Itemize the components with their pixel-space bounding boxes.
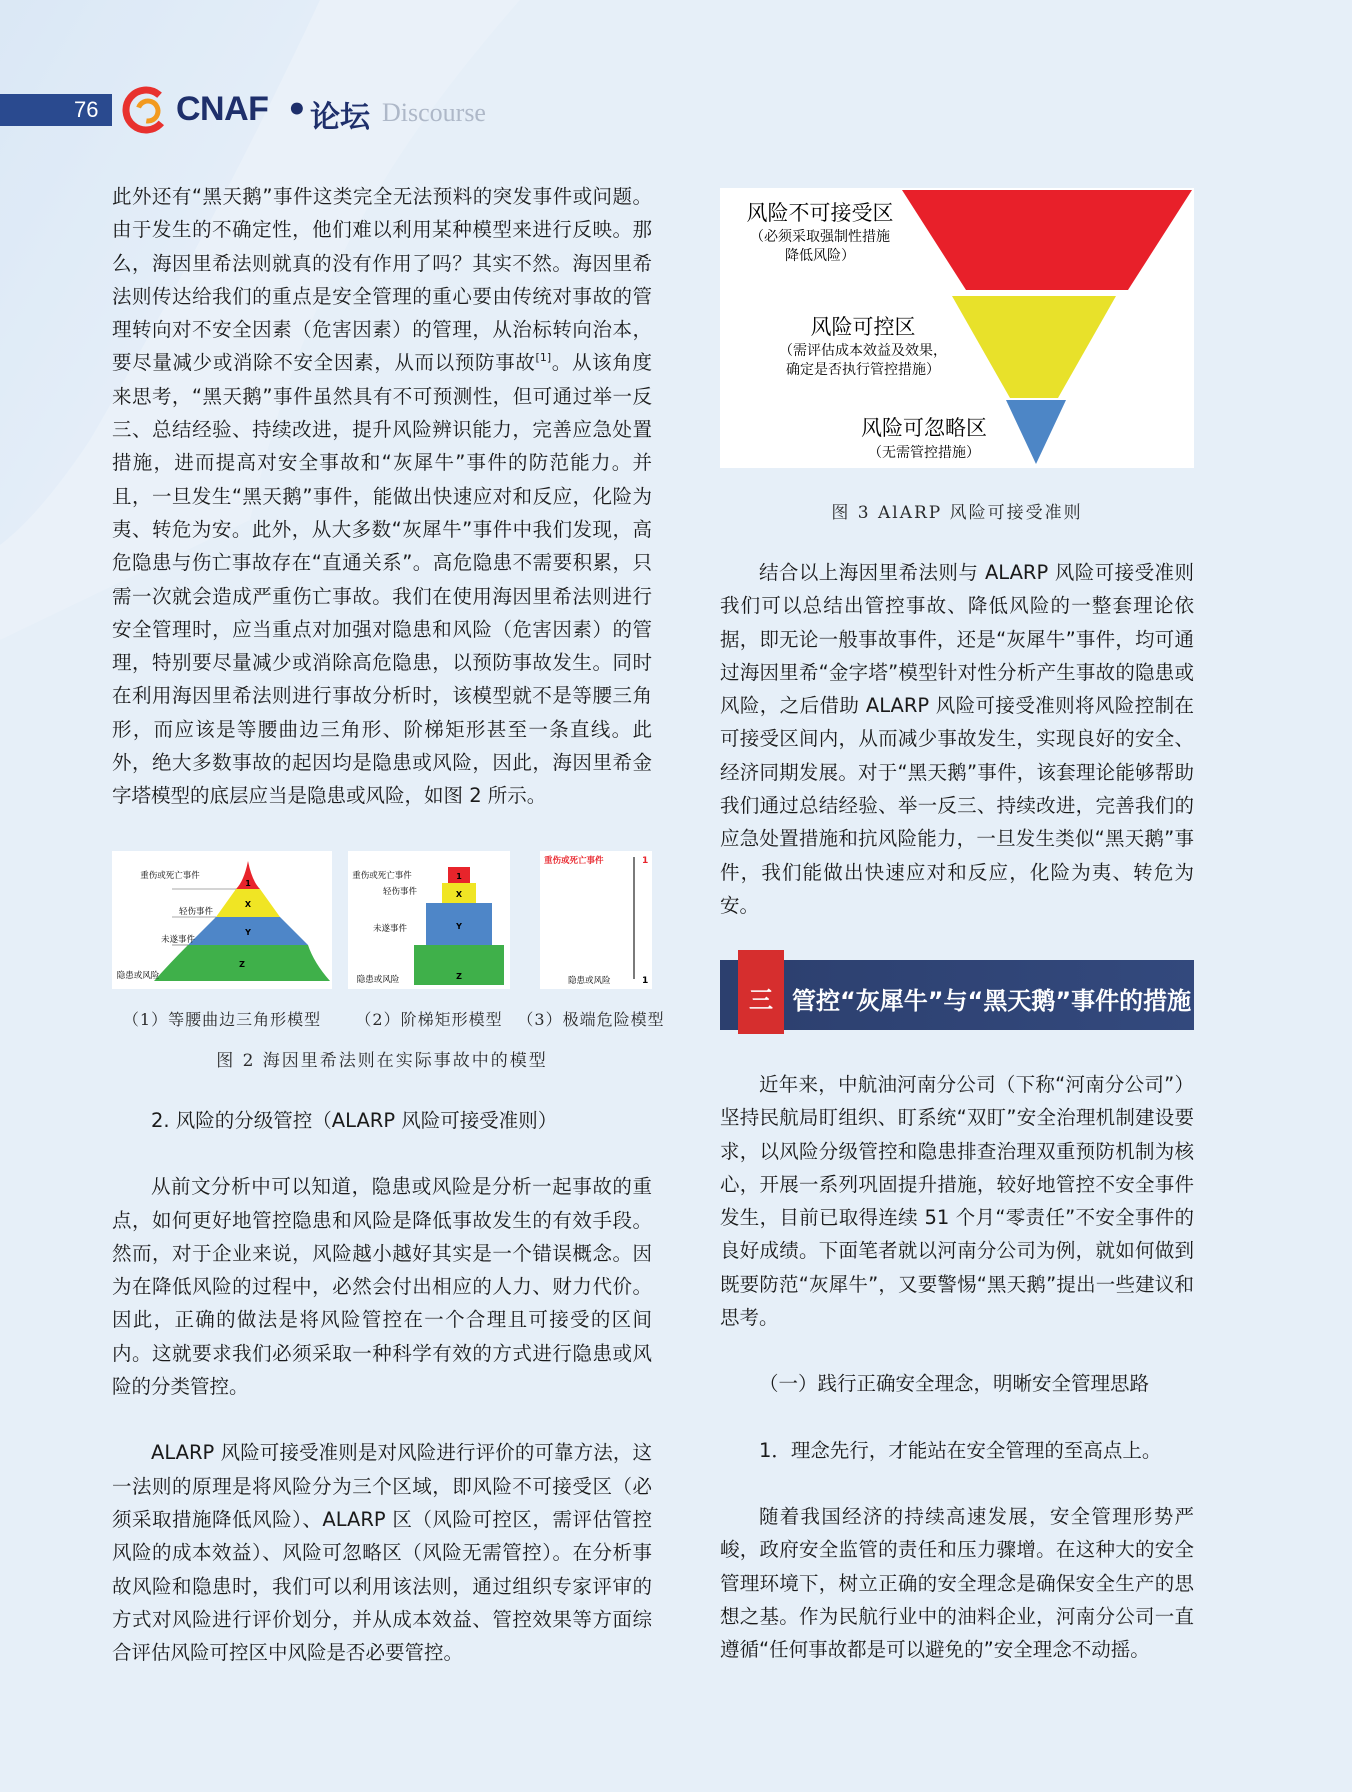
figure3-caption: 图 3 AlARP 风险可接受准则	[831, 503, 1083, 523]
zone-note: （需评估成本效益及效果，	[779, 343, 947, 359]
zone-note: （无需管控措施）	[868, 445, 980, 461]
paragraph-text: 。从该角度来思考，“黑天鹅”事件虽然具有不可预测性，但可通过举一反三、总结经验、持续改进，提升风险辨识能力，完善应急处置措施，进而提高对安全事故和“灰犀牛”事件的防范能力。并且，一旦发生“黑天鹅”事件，能做出快速应对和反应，化险为夷、转危为安。此外，从大多数“灰犀牛”事件中我们发现，高危隐患与伤亡事故存在“直通关系”。高危隐患不需要积累，只需一次就会造成严重伤亡事故。我们在使用海因里希法则进行安全管理时，应当重点对加强对隐患和风险（危害因素）的管理，特别要尽量减少或消除高危隐患，以预防事故发生。同时在利用海因里希法则进行事故分析时，该模型就不是等腰三角形，而应该是等腰曲边三角形、阶梯矩形甚至一条直线。此外，绝大多数事故的起因均是隐患或风险，因此，海因里希金字塔模型的底层应当是隐患或风险，如图 2 所示。	[112, 351, 652, 808]
extreme-top-value: 1	[642, 856, 649, 866]
body-paragraph: 随着我国经济的持续高速发展，安全管理形势严峻，政府安全监管的责任和压力骤增。在这种大的安全管理环境下，树立正确的安全理念是确保安全生产的思想之基。作为民航行业中的油料企业，河南分公司一直遵循“任何事故都是可以避免的”安全理念不动摇。	[720, 1504, 1194, 1662]
zone-title: 风险可控区	[810, 315, 916, 339]
pyramid-label: 轻伤事件	[178, 907, 214, 917]
paragraph-text: 此外还有“黑天鹅”事件这类完全无法预料的突发事件或问题。由于发生的不确定性，他们难以利用某种模型来进行反映。那么，海因里希法则就真的没有作用了吗？其实不然。海因里希法则传达给我们的重点是安全管理的重心要由传统对事故的管理转向对不安全因素（危害因素）的管理，从治标转向治本，要尽量减少或消除不安全因素，从而以预防事故	[112, 185, 652, 375]
body-paragraph	[112, 180, 652, 813]
pyramid-tier-text: 1	[245, 879, 251, 888]
left-column-bottom	[112, 1104, 652, 1669]
zone-note: 确定是否执行管控措施）	[786, 362, 940, 378]
pyramid-svg	[112, 851, 332, 989]
extreme-svg	[540, 851, 652, 989]
zone-note: （必须采取强制性措施	[750, 229, 890, 245]
body-paragraph: 结合以上海因里希法则与 ALARP 风险可接受准则我们可以总结出管控事故、降低风险的一整套理论依据，即无论一般事故事件，还是“灰犀牛”事件，均可通过海因里希“金字塔”模型针对性分析产生事故的隐患或风险，之后借助 ALARP 风险可接受准则将风险控制在可接受区间内，从而减少事故发生，实现良好的安全、经济同期发展。对于“黑天鹅”事件，该套理论能够帮助我们通过总结经验、举一反三、持续改进，完善我们的应急处置措施和抗风险能力，一旦发生类似“黑天鹅”事件，我们能做出快速应对和反应，化险为夷、转危为安。	[720, 561, 1194, 917]
step-tier-text: 1	[456, 872, 462, 881]
figure2-caption: 图 2 海因里希法则在实际事故中的模型	[216, 1051, 548, 1071]
body-paragraph: 从前文分析中可以知道，隐患或风险是分析一起事故的重点，如何更好地管控隐患和风险是降低事故发生的有效手段。然而，对于企业来说，风险越小越好其实是一个错误概念。因为在降低风险的过程中，必然会付出相应的人力、财力代价。因此，正确的做法是将风险管控在一个合理且可接受的区间内。这就要求我们必须采取一种科学有效的方式进行隐患或风险的分类管控。	[112, 1175, 652, 1399]
zone-note: 降低风险）	[785, 248, 855, 264]
cnaf-logo-icon	[122, 86, 172, 134]
pyramid-label: 重伤或死亡事件	[140, 871, 200, 881]
zone-controllable	[952, 296, 1116, 398]
step-label: 重伤或死亡事件	[352, 871, 412, 881]
right-column-top	[720, 556, 1194, 922]
step-model-figure	[348, 851, 510, 989]
section-title: 管控“灰犀牛”与“黑天鹅”事件的措施	[792, 987, 1192, 1015]
zone-title: 风险可忽略区	[861, 416, 987, 440]
pyramid-tier-text: X	[244, 900, 252, 909]
right-column-bottom	[720, 1068, 1194, 1666]
steps-svg	[348, 851, 510, 989]
page-number: 76	[74, 97, 99, 122]
pyramid-tier-text: Y	[245, 928, 251, 937]
step-tier-text: Y	[456, 922, 462, 931]
subcaption-pyramid: （1）等腰曲边三角形模型	[122, 1010, 322, 1029]
step-tier-text: X	[455, 890, 463, 899]
subheading: （一）践行正确安全理念，明晰安全管理思路	[759, 1372, 1150, 1396]
step-label: 轻伤事件	[382, 887, 418, 897]
reference-mark: [1]	[535, 351, 552, 365]
subcaption-extreme: （3）极端危险模型	[517, 1010, 665, 1029]
alarp-svg	[720, 188, 1194, 468]
zone-title: 风险不可接受区	[746, 201, 894, 225]
pyramid-model-figure	[112, 851, 332, 989]
section-name-en: Discourse	[382, 98, 486, 127]
left-column-top	[112, 180, 652, 813]
extreme-model-figure	[540, 851, 652, 989]
step-label: 未遂事件	[372, 924, 408, 934]
subcaption-steps: （2）阶梯矩形模型	[355, 1010, 503, 1029]
step-tier-text: Z	[456, 972, 462, 981]
body-paragraph: ALARP 风险可接受准则是对风险进行评价的可靠方法，这一法则的原理是将风险分为三个区域，即风险不可接受区（必须采取措施降低风险）、ALARP 区（风险可控区，需评估管控风险的成本效益）、风险可忽略区（风险无需管控）。在分析事故风险和隐患时，我们可以利用该法则，通过组织专家评审的方式对风险进行评价划分，并从成本效益、管控效果等方面综合评估风险可控区中风险是否必要管控。	[112, 1441, 652, 1665]
extreme-bottom-value: 1	[642, 976, 649, 986]
alarp-figure	[720, 188, 1194, 468]
pyramid-label: 隐患或风险	[116, 971, 160, 981]
zone-negligible	[1006, 400, 1066, 464]
pyramid-tier-text: Z	[239, 960, 245, 969]
header-dot: •	[286, 90, 308, 130]
subheading: 1．理念先行，才能站在安全管理的至高点上。	[759, 1438, 1162, 1462]
body-paragraph: 近年来，中航油河南分公司（下称“河南分公司”）坚持民航局盯组织、盯系统“双盯”安全治理机制建设要求，以风险分级管控和隐患排查治理双重预防机制为核心，开展一系列巩固提升措施，较好地管控不安全事件发生，目前已取得连续 51 个月“零责任”不安全事件的良好成绩。下面笔者就以河南分公司为例，就如何做到既要防范“灰犀牛”，又要警惕“黑天鹅”提出一些建议和思考。	[720, 1073, 1194, 1330]
brand-name: CNAF	[176, 90, 269, 128]
pyramid-label: 未遂事件	[160, 935, 196, 945]
extreme-top-label: 重伤或死亡事件	[544, 856, 604, 866]
subheading: 2. 风险的分级管控（ALARP 风险可接受准则）	[151, 1109, 558, 1132]
extreme-bottom-label: 隐患或风险	[568, 976, 611, 986]
step-label: 隐患或风险	[356, 975, 400, 985]
zone-unacceptable	[902, 190, 1192, 290]
section-name-cn: 论坛	[310, 100, 370, 135]
section-number: 三	[749, 986, 773, 1014]
